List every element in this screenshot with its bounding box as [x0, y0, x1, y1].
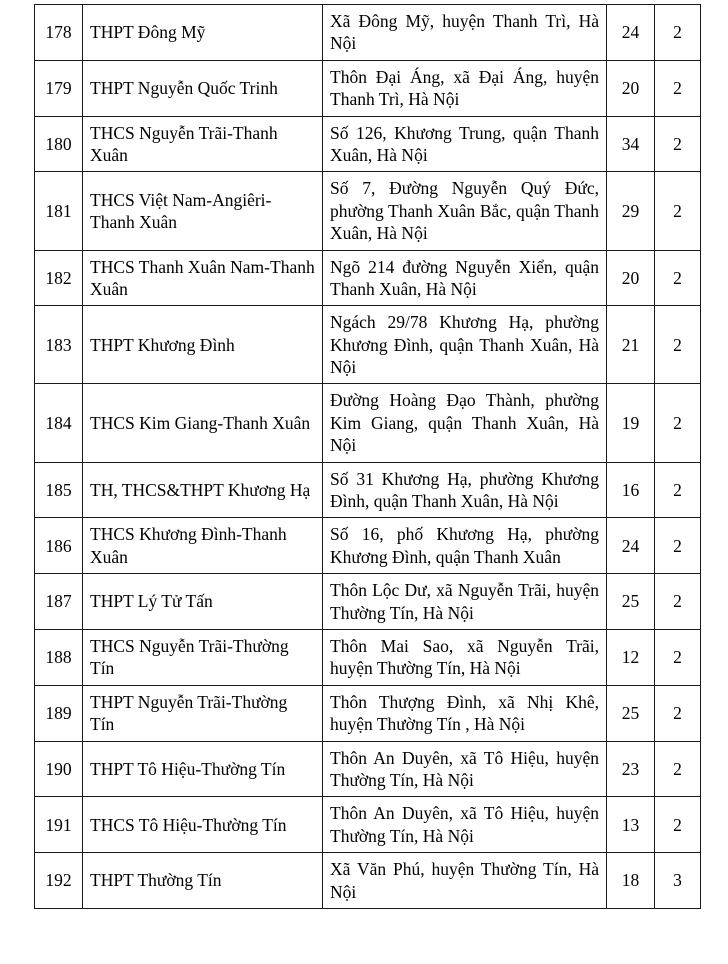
table-row [35, 462, 701, 518]
level: 2 [655, 797, 701, 853]
row-number: 182 [35, 250, 83, 306]
school-name: THPT Lý Tử Tấn [83, 574, 323, 630]
table-row [35, 741, 701, 797]
quantity: 34 [607, 116, 655, 172]
quantity: 19 [607, 384, 655, 462]
row-number: 192 [35, 853, 83, 909]
school-address: Số 7, Đường Nguyễn Quý Đức, phường Thanh Xuân Bắc, quận Thanh Xuân, Hà Nội [323, 172, 607, 250]
level: 2 [655, 172, 701, 250]
table-row [35, 172, 701, 250]
school-name: THPT Nguyễn Quốc Trinh [83, 60, 323, 116]
school-name: THPT Khương Đình [83, 306, 323, 384]
table-row [35, 518, 701, 574]
level: 2 [655, 306, 701, 384]
table-row [35, 574, 701, 630]
level: 2 [655, 60, 701, 116]
school-address: Thôn Mai Sao, xã Nguyễn Trãi, huyện Thường Tín, Hà Nội [323, 629, 607, 685]
school-address: Số 126, Khương Trung, quận Thanh Xuân, Hà Nội [323, 116, 607, 172]
quantity: 16 [607, 462, 655, 518]
school-name: THCS Nguyễn Trãi-Thanh Xuân [83, 116, 323, 172]
table-row [35, 797, 701, 853]
table-row [35, 384, 701, 462]
school-address: Thôn Lộc Dư, xã Nguyễn Trãi, huyện Thường Tín, Hà Nội [323, 574, 607, 630]
level: 2 [655, 574, 701, 630]
level: 2 [655, 384, 701, 462]
level: 2 [655, 685, 701, 741]
level: 2 [655, 518, 701, 574]
row-number: 191 [35, 797, 83, 853]
table-row [35, 60, 701, 116]
row-number: 185 [35, 462, 83, 518]
row-number: 181 [35, 172, 83, 250]
school-name: THCS Tô Hiệu-Thường Tín [83, 797, 323, 853]
quantity: 18 [607, 853, 655, 909]
level: 2 [655, 462, 701, 518]
school-address: Đường Hoàng Đạo Thành, phường Kim Giang, quận Thanh Xuân, Hà Nội [323, 384, 607, 462]
school-name: THCS Kim Giang-Thanh Xuân [83, 384, 323, 462]
quantity: 23 [607, 741, 655, 797]
school-address: Ngách 29/78 Khương Hạ, phường Khương Đình, quận Thanh Xuân, Hà Nội [323, 306, 607, 384]
quantity: 29 [607, 172, 655, 250]
quantity: 12 [607, 629, 655, 685]
row-number: 190 [35, 741, 83, 797]
table-row [35, 853, 701, 909]
quantity: 21 [607, 306, 655, 384]
quantity: 20 [607, 60, 655, 116]
school-name: THCS Việt Nam-Angiêri-Thanh Xuân [83, 172, 323, 250]
quantity: 24 [607, 5, 655, 61]
level: 3 [655, 853, 701, 909]
row-number: 184 [35, 384, 83, 462]
quantity: 13 [607, 797, 655, 853]
table-body [35, 5, 701, 909]
quantity: 24 [607, 518, 655, 574]
row-number: 178 [35, 5, 83, 61]
school-name: THCS Khương Đình-Thanh Xuân [83, 518, 323, 574]
school-address: Thôn Thượng Đình, xã Nhị Khê, huyện Thường Tín , Hà Nội [323, 685, 607, 741]
level: 2 [655, 250, 701, 306]
level: 2 [655, 116, 701, 172]
table-row [35, 116, 701, 172]
row-number: 189 [35, 685, 83, 741]
school-name: THPT Tô Hiệu-Thường Tín [83, 741, 323, 797]
row-number: 188 [35, 629, 83, 685]
school-address: Số 31 Khương Hạ, phường Khương Đình, quận Thanh Xuân, Hà Nội [323, 462, 607, 518]
school-name: THCS Nguyễn Trãi-Thường Tín [83, 629, 323, 685]
table-row [35, 250, 701, 306]
school-address: Xã Đông Mỹ, huyện Thanh Trì, Hà Nội [323, 5, 607, 61]
row-number: 183 [35, 306, 83, 384]
school-address: Thôn Đại Áng, xã Đại Áng, huyện Thanh Trì, Hà Nội [323, 60, 607, 116]
level: 2 [655, 5, 701, 61]
school-name: THCS Thanh Xuân Nam-Thanh Xuân [83, 250, 323, 306]
school-address: Số 16, phố Khương Hạ, phường Khương Đình, quận Thanh Xuân [323, 518, 607, 574]
school-address: Ngõ 214 đường Nguyễn Xiển, quận Thanh Xuân, Hà Nội [323, 250, 607, 306]
table-row [35, 306, 701, 384]
table-row [35, 685, 701, 741]
school-name: TH, THCS&THPT Khương Hạ [83, 462, 323, 518]
row-number: 180 [35, 116, 83, 172]
level: 2 [655, 629, 701, 685]
table-row [35, 629, 701, 685]
school-name: THPT Thường Tín [83, 853, 323, 909]
row-number: 186 [35, 518, 83, 574]
table-row [35, 5, 701, 61]
quantity: 20 [607, 250, 655, 306]
quantity: 25 [607, 574, 655, 630]
school-address: Xã Văn Phú, huyện Thường Tín, Hà Nội [323, 853, 607, 909]
row-number: 187 [35, 574, 83, 630]
school-name: THPT Nguyễn Trãi-Thường Tín [83, 685, 323, 741]
school-list-table [34, 4, 701, 909]
school-name: THPT Đông Mỹ [83, 5, 323, 61]
school-address: Thôn An Duyên, xã Tô Hiệu, huyện Thường Tín, Hà Nội [323, 741, 607, 797]
school-address: Thôn An Duyên, xã Tô Hiệu, huyện Thường Tín, Hà Nội [323, 797, 607, 853]
quantity: 25 [607, 685, 655, 741]
row-number: 179 [35, 60, 83, 116]
level: 2 [655, 741, 701, 797]
